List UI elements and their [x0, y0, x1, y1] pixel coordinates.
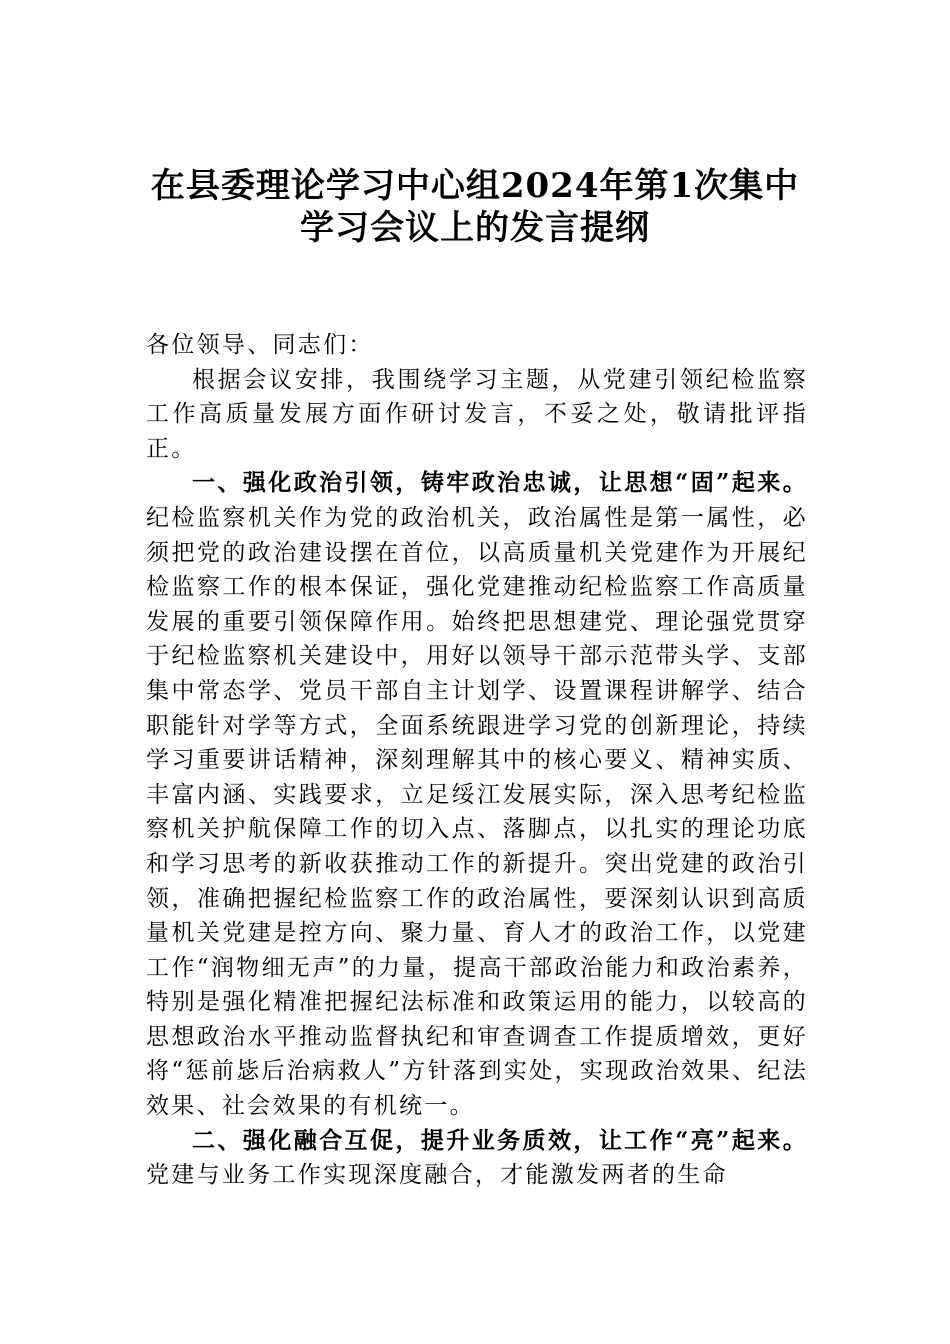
salutation: 各位领导、同志们：: [146, 332, 374, 358]
section-2-paragraph: [146, 1124, 808, 1193]
section-2-heading: 二、强化融合互促，提升业务质效，让工作“亮”起来。: [192, 1126, 808, 1154]
section-2-body: 党建与业务工作实现深度融合，才能激发两者的生命: [146, 1162, 728, 1189]
section-1-body: 纪检监察机关作为党的政治机关，政治属性是第一属性，必须把党的政治建设摆在首位，以高质量机关党建作为开展纪检监察工作的根本保证，强化党建推动纪检监察工作高质量发展的重要引领保障作用。始终把思想建党、理论强党贯穿于纪检监察机关建设中，用好以领导干部示范带头学、支部集中常态学、党员干部自主计划学、设置课程讲解学、结合职能针对学等方式，全面系统跟进学习党的创新理论，持续学习重要讲话精神，深刻理解其中的核心要义、精神实质、丰富内涵、实践要求，立足绥江发展实际，深入思考纪检监察机关护航保障工作的切入点、落脚点，以扎实的理论功底和学习思考的新收获推动工作的新提升。突出党建的政治引领，准确把握纪检监察工作的政治属性，要深刻认识到高质量机关党建是控方向、聚力量、育人才的政治工作，以党建工作“润物细无声”的力量，提高干部政治能力和政治素养，特别是强化精准把握纪法标准和政策运用的能力，以较高的思想政治水平推动监督执纪和审查调查工作提质增效，更好将“惩前毖后治病救人”方针落到实处，实现政治效果、纪法效果、社会效果的有机统一。: [146, 504, 808, 1120]
document-title-line-2: 学习会议上的发言提纲: [300, 208, 650, 248]
document-title-line-1: 在县委理论学习中心组2024年第1次集中: [150, 166, 800, 206]
section-1-paragraph: [146, 466, 808, 1123]
section-1-heading: 一、强化政治引领，铸牢政治忠诚，让思想“固”起来。: [192, 469, 808, 497]
document-body: [146, 328, 808, 1193]
intro-paragraph: 根据会议安排，我围绕学习主题，从党建引领纪检监察工作高质量发展方面作研讨发言，不妥之处，敬请批评指正。: [146, 366, 808, 462]
